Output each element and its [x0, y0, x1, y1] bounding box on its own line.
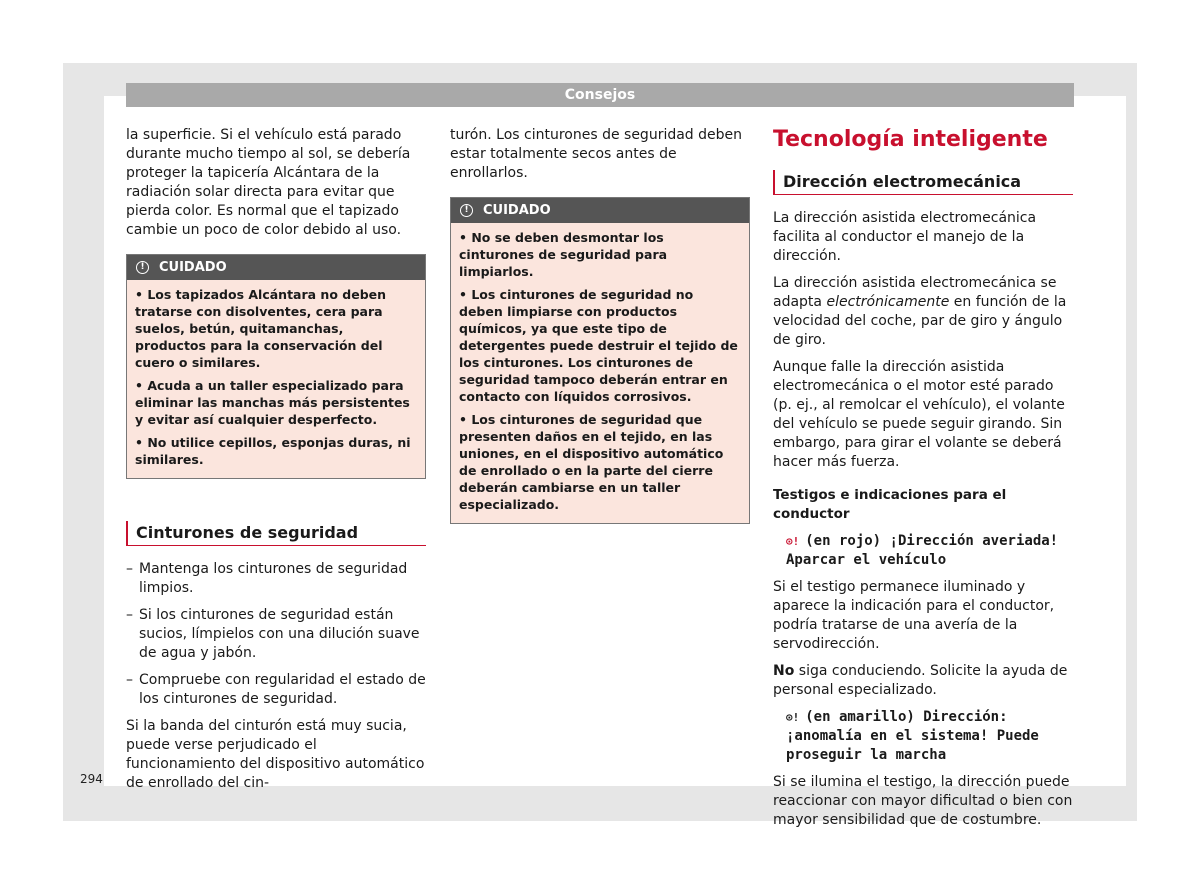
chapter-title: Tecnología inteligente: [773, 127, 1048, 152]
emphasis: electrónicamente: [826, 294, 950, 310]
column-right: [773, 126, 1073, 838]
caution-body: [127, 280, 425, 478]
caution-item: • Los tapizados Alcántara no deben tratarse con disolventes, cera para suelos, betún, quitamanchas, productos para la conservación del cuero o similares.: [135, 287, 387, 370]
caution-item: • Los cinturones de seguridad no deben limpiarse con productos químicos, ya que este tipo de detergentes puede destruir el tejido de los cinturones. Los cinturones de seguridad tampoco deberán entrar en contacto con líquidos corrosivos.: [459, 287, 738, 404]
paragraph: No siga conduciendo. Solicite la ayuda de personal especializado.: [773, 663, 1068, 698]
caution-item: • Acuda a un taller especializado para eliminar las manchas más persistentes y evitar así cualquier desperfecto.: [135, 378, 410, 427]
paragraph: La dirección asistida electromecánica facilita al conductor el manejo de la dirección.: [773, 210, 1037, 264]
caution-label: CUIDADO: [159, 260, 227, 275]
column-middle: [450, 126, 750, 524]
steering-warning-icon: ⊙!: [786, 711, 800, 724]
caution-box: [450, 197, 750, 524]
page-number: 294: [80, 772, 103, 786]
paragraph: Si el testigo permanece iluminado y aparece la indicación para el conductor, podría tratarse de una avería de la servodirección.: [773, 579, 1055, 652]
list-item: – Si los cinturones de seguridad están sucios, límpielos con una dilución suave de agua y jabón.: [126, 606, 426, 663]
page-header: Consejos: [126, 83, 1074, 107]
bold-no: No: [773, 663, 795, 679]
indicator-message-yellow: ⊙! (en amarillo) Dirección: ¡anomalía en el sistema! Puede proseguir la marcha: [786, 709, 1039, 763]
caution-label: CUIDADO: [483, 203, 551, 218]
intro-paragraph: turón. Los cinturones de seguridad deben estar totalmente secos antes de enrollarlos.: [450, 127, 743, 181]
caution-header: [451, 198, 749, 223]
closing-paragraph: Si la banda del cinturón está muy sucia, puede verse perjudicado el funcionamiento del dispositivo automático de enrollado del cin-: [126, 718, 425, 791]
caution-icon: !: [136, 261, 149, 274]
caution-box: [126, 254, 426, 479]
intro-paragraph: la superficie. Si el vehículo está parado durante mucho tiempo al sol, se debería proteger la tapicería Alcántara de la radiación solar directa para evitar que pierda color. Es normal que el tapizado cambie un poco de color debido al uso.: [126, 127, 411, 238]
caution-item: • Los cinturones de seguridad que presenten daños en el tejido, en las uniones, en el dispositivo automático de enrollado o en la parte del cierre deberán cambiarse en un taller especializado.: [459, 412, 724, 512]
paragraph: Si se ilumina el testigo, la dirección puede reaccionar con mayor dificultad o bien con mayor sensibilidad que de costumbre.: [773, 774, 1073, 828]
paragraph: La dirección asistida electromecánica se adapta electrónicamente en función de la velocidad del coche, par de giro y ángulo de giro.: [773, 275, 1067, 348]
caution-item: • No utilice cepillos, esponjas duras, ni similares.: [135, 435, 411, 467]
section-title: Dirección electromecánica: [773, 170, 1073, 195]
indicator-message-red: ⊙! (en rojo) ¡Dirección averiada! Aparcar el vehículo: [786, 533, 1059, 568]
list-item: – Compruebe con regularidad el estado de los cinturones de seguridad.: [126, 671, 426, 709]
subheading: Testigos e indicaciones para el conductor: [773, 487, 1007, 522]
list-item: – Mantenga los cinturones de seguridad limpios.: [126, 560, 426, 598]
caution-item: • No se deben desmontar los cinturones de seguridad para limpiarlos.: [459, 230, 668, 279]
caution-body: [451, 223, 749, 523]
paragraph: Aunque falle la dirección asistida electromecánica o el motor esté parado (p. ej., al remolcar el vehículo), el volante del vehículo se puede seguir girando. Sin embargo, para girar el volante se deberá hacer más fuerza.: [773, 359, 1065, 470]
steering-warning-icon: ⊙!: [786, 535, 800, 548]
section-title: Cinturones de seguridad: [126, 521, 426, 546]
caution-header: [127, 255, 425, 280]
column-left: [126, 126, 426, 801]
caution-icon: !: [460, 204, 473, 217]
